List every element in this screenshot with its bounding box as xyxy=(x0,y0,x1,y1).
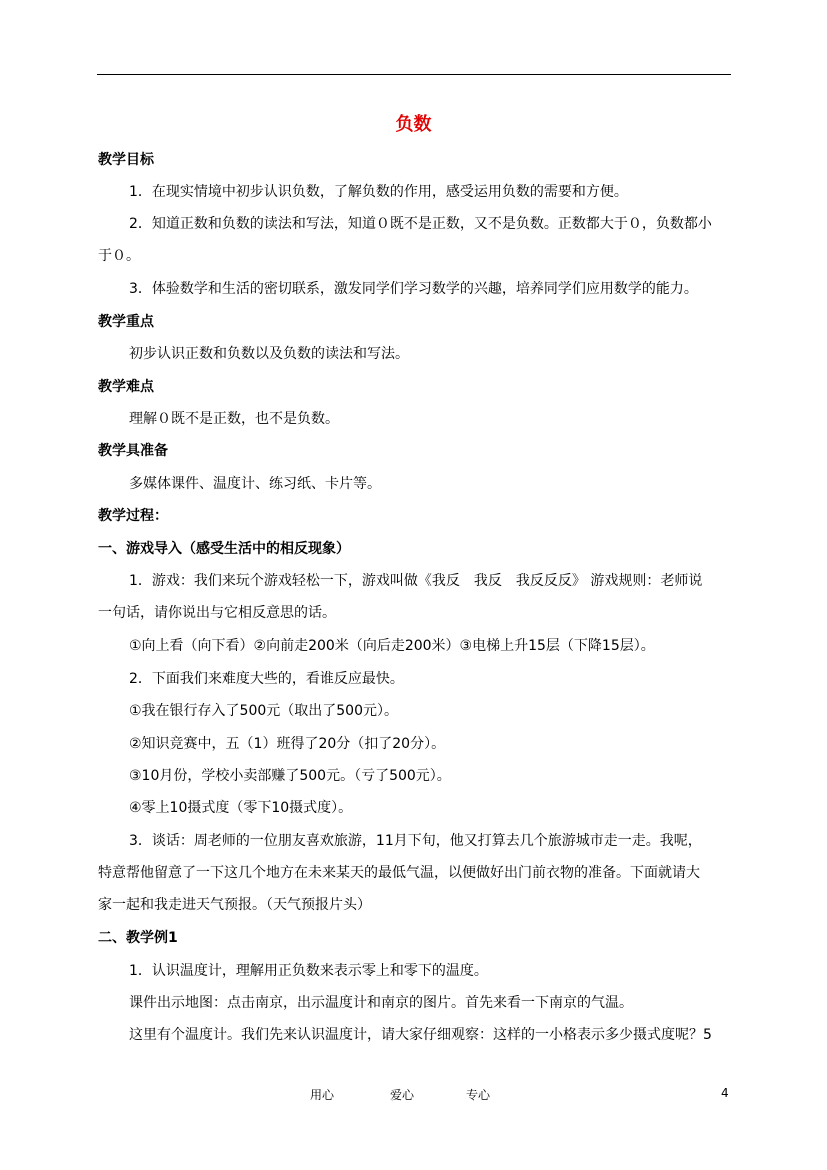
document-title: 负数 xyxy=(395,114,432,135)
paragraph: 1．认识温度计，理解用正负数来表示零上和零下的温度。 xyxy=(129,963,488,979)
paragraph: ③10月份，学校小卖部赚了500元。（亏了500元）。 xyxy=(129,768,451,784)
paragraph: 理解０既不是正数，也不是负数。 xyxy=(129,411,339,427)
paragraph: 这里有个温度计。我们先来认识温度计，请大家仔细观察：这样的一小格表示多少摄式度呢？5 xyxy=(129,1027,712,1043)
section-heading-1: 一、游戏导入（感受生活中的相反现象） xyxy=(98,541,350,557)
paragraph: 1．在现实情境中初步认识负数，了解负数的作用，感受运用负数的需要和方便。 xyxy=(129,184,628,200)
paragraph: 3．谈话：周老师的一位朋友喜欢旅游，11月下旬，他又打算去几个旅游城市走一走。我呢， xyxy=(129,833,702,849)
paragraph: ④零上10摄式度（零下10摄式度）。 xyxy=(129,800,353,816)
section-heading-2: 二、教学例1 xyxy=(98,930,178,946)
heading-key-points: 教学重点 xyxy=(98,314,154,330)
footer-right: 专心 xyxy=(466,1088,491,1102)
footer-middle: 爱心 xyxy=(390,1088,415,1102)
paragraph: 多媒体课件、温度计、练习纸、卡片等。 xyxy=(129,476,381,492)
header-rule xyxy=(97,74,731,75)
paragraph: 于０。 xyxy=(98,248,140,264)
heading-materials: 教学具准备 xyxy=(98,443,168,459)
heading-difficulties: 教学难点 xyxy=(98,379,154,395)
paragraph: 2．知道正数和负数的读法和写法，知道０既不是正数，又不是负数。正数都大于０，负数都小 xyxy=(129,216,712,232)
heading-process: 教学过程： xyxy=(98,508,168,524)
paragraph: 特意帮他留意了一下这几个地方在未来某天的最低气温，以便做好出门前衣物的准备。下面就请大 xyxy=(98,865,700,881)
paragraph: 一句话，请你说出与它相反意思的话。 xyxy=(98,605,336,621)
paragraph: 初步认识正数和负数以及负数的读法和写法。 xyxy=(129,346,409,362)
paragraph: 3．体验数学和生活的密切联系，激发同学们学习数学的兴趣，培养同学们应用数学的能力。 xyxy=(129,281,698,297)
paragraph: ①向上看（向下看）②向前走200米（向后走200米）③电梯上升15层（下降15层）。 xyxy=(129,638,655,654)
heading-teaching-goals: 教学目标 xyxy=(98,152,154,168)
page-number: 4 xyxy=(721,1086,729,1100)
footer-left: 用心 xyxy=(310,1088,335,1102)
paragraph: 家一起和我走进天气预报。（天气预报片头） xyxy=(98,897,371,913)
paragraph: 2．下面我们来难度大些的，看谁反应最快。 xyxy=(129,671,404,687)
paragraph: ①我在银行存入了500元（取出了500元）。 xyxy=(129,703,398,719)
paragraph: 课件出示地图：点击南京，出示温度计和南京的图片。首先来看一下南京的气温。 xyxy=(129,995,633,1011)
paragraph: ②知识竞赛中，五（1）班得了20分（扣了20分）。 xyxy=(129,736,446,752)
paragraph: 1．游戏：我们来玩个游戏轻松一下，游戏叫做《我反 我反 我反反反》 游戏规则：老师说 xyxy=(129,573,703,589)
